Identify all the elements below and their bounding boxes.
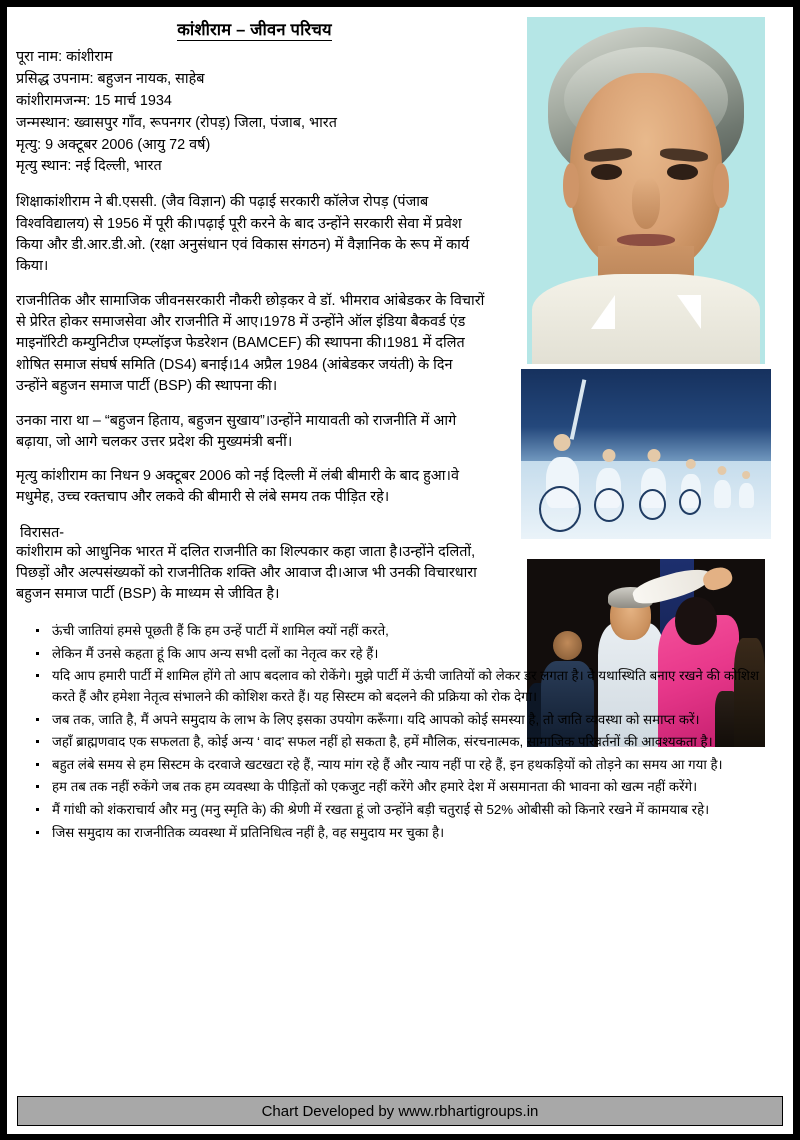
legacy-heading: विरासत- [20, 524, 65, 541]
quote-item: हम तब तक नहीं रुकेंगे जब तक हम व्यवस्था के पीड़ितों को एकजुट नहीं करेंगे और हमारे देश में असमानता की भावना को खत्म नहीं करेंगे। [50, 777, 779, 798]
fact-death-date: मृत्यु: 9 अक्टूबर 2006 (आयु 72 वर्ष) [16, 136, 211, 153]
biography-facts [16, 47, 486, 178]
footer-credit-text: Chart Developed by www.rbhartigroups.in [261, 1102, 539, 1120]
quotes-list [16, 621, 783, 843]
fact-full-name: पूरा नाम: कांशीराम [16, 49, 113, 65]
quote-item: जहाँ ब्राह्मणवाद एक सफलता है, कोई अन्य ‘ वाद’ सफल नहीं हो सकता है, हमें मौलिक, संरचनात्मक, सामाजिक परिवर्तनों की आवश्यकता है। [50, 732, 779, 753]
fact-birth-place: जन्मस्थान: ख्वासपुर गाँव, रूपनगर (रोपड़) जिला, पंजाब, भारत [16, 114, 337, 131]
page-title [16, 17, 783, 40]
fact-nickname: प्रसिद्ध उपनाम: बहुजन नायक, साहेब [16, 70, 205, 87]
footer-credit-bar [17, 1096, 783, 1126]
paragraph-political-life: राजनीतिक और सामाजिक जीवनसरकारी नौकरी छोड़कर वे डॉ. भीमराव आंबेडकर के विचारों से प्रेरित होकर समाजसेवा और राजनीति में आए।1978 में उन्होंने ऑल इंडिया बैकवर्ड एंड माइनॉरिटी कम्युनिटीज एम्प्लॉइज फेडरेशन (BAMCEF) की स्थापना की।1981 में दलित शोषित समाज संघर्ष समिति (DS4) बनाई।14 अप्रैल 1984 (आंबेडकर जयंती) के दिन उन्होंने बहुजन समाज पार्टी (BSP) की स्थापना की। [16, 293, 485, 394]
poster-content [7, 7, 793, 843]
quote-item: जिस समुदाय का राजनीतिक व्यवस्था में प्रतिनिधित्व नहीं है, वह समुदाय मर चुका है। [50, 823, 779, 844]
poster-sheet [7, 7, 793, 1134]
page-title-text: कांशीराम – जीवन परिचय [177, 21, 332, 39]
quote-item: बहुत लंबे समय से हम सिस्टम के दरवाजे खटखटा रहे हैं, न्याय मांग रहे हैं और न्याय नहीं पा रहे हैं, इन हथकड़ियों को तोड़ने का समय आ गया है। [50, 755, 779, 776]
paragraph-education: शिक्षाकांशीराम ने बी.एससी. (जैव विज्ञान) की पढ़ाई सरकारी कॉलेज रोपड़ (पंजाब विश्वविद्यालय) से 1956 में पूरी की।पढ़ाई पूरी करने के बाद उन्होंने सरकारी सेवा में प्रवेश किया और डी.आर.डी.ओ. (रक्षा अनुसंधान एवं विकास संगठन) में वैज्ञानिक के रूप में कार्य किया। [16, 194, 470, 274]
paragraph-legacy: कांशीराम को आधुनिक भारत में दलित राजनीति का शिल्पकार कहा जाता है।उन्होंने दलितों, पिछड़ों और अल्पसंख्यकों को राजनीतिक शक्ति और आवाज दी।आज भी उनकी विचारधारा बहुजन समाज पार्टी (BSP) के माध्यम से जीवित है। [16, 543, 477, 602]
paragraph-death: मृत्यु कांशीराम का निधन 9 अक्टूबर 2006 को नई दिल्ली में लंबी बीमारी के बाद हुआ।वे मधुमेह, उच्च रक्तचाप और लकवे की बीमारी से लंबे समय तक पीड़ित रहे। [16, 468, 459, 506]
quote-item: ऊंची जातियां हमसे पूछती हैं कि हम उन्हें पार्टी में शामिल क्यों नहीं करते, [50, 621, 779, 642]
paragraph-slogan: उनका नारा था – “बहुजन हिताय, बहुजन सुखाय”।उन्होंने मायावती को राजनीति में आगे बढ़ाया, जो आगे चलकर उत्तर प्रदेश की मुख्यमंत्री बनीं। [16, 412, 457, 451]
quote-item: यदि आप हमारी पार्टी में शामिल होंगे तो आप बदलाव को रोकेंगे। मुझे पार्टी में ऊंची जातियों को लेकर डर लगता है। वे यथास्थिति बनाए रखने की कोशिश करते हैं और हमेशा नेतृत्व संभालने की कोशिश करते हैं। यह सिस्टम को बदलने की प्रक्रिया को रोक देगा। [50, 666, 779, 707]
quote-item: जब तक, जाति है, मैं अपने समुदाय के लाभ के लिए इसका उपयोग करूँगा। यदि आपको कोई समस्या है, तो जाति व्यवस्था को समाप्त करें। [50, 710, 779, 731]
fact-death-place: मृत्यु स्थान: नई दिल्ली, भारत [16, 158, 162, 175]
quote-item: लेकिन मैं उनसे कहता हूं कि आप अन्य सभी दलों का नेतृत्व कर रहे हैं। [50, 644, 779, 665]
fact-birth-date: कांशीरामजन्म: 15 मार्च 1934 [16, 92, 172, 109]
quote-item: मैं गांधी को शंकराचार्य और मनु (मनु स्मृति के) की श्रेणी में रखता हूं जो उन्होंने बड़ी चतुराई से 52% ओबीसी को किनारे रखने में कामयाब रहे। [50, 800, 779, 821]
